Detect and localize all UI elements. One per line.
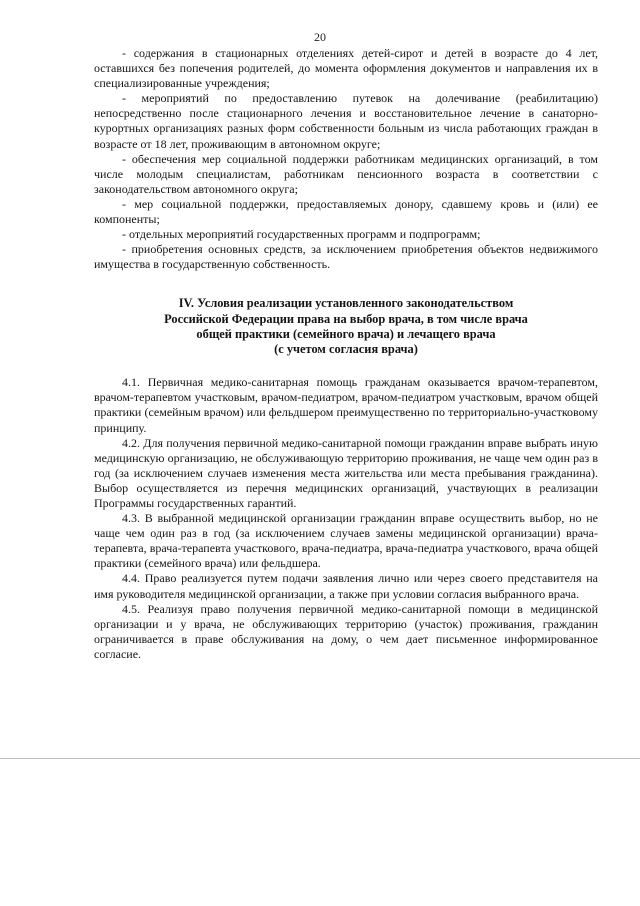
paragraph: 4.4. Право реализуется путем подачи заявления лично или через своего представителя на имя руководителя медицинской организации, а также при условии согласия выбранного врача. xyxy=(94,571,598,601)
heading-line: IV. Условия реализации установленного законодательством xyxy=(178,296,514,311)
list-item: - мер социальной поддержки, предоставляемых донору, сдавшему кровь и (или) ее компоненты; xyxy=(94,196,598,227)
list-item: - обеспечения мер социальной поддержки работникам медицинских организаций, в том числе молодым специалистам, работникам пенсионного возраста в соответствии с законодательством автономного округа; xyxy=(94,151,598,196)
paragraph: 4.2. Для получения первичной медико-санитарной помощи гражданин вправе выбрать иную медицинскую организацию, не обслуживающую территорию проживания, не чаще чем один раз в год (за исключением случаев изменения места жительства или места пребывания гражданина). Выбор осуществляется из перечня медицинских организаций, участвующих в реализации Программы государственных гарантий. xyxy=(94,435,598,510)
document-body xyxy=(94,46,598,662)
heading-line: (с учетом согласия врача) xyxy=(274,342,418,357)
section-heading xyxy=(94,296,598,357)
expense-list xyxy=(94,46,598,272)
list-item: - отдельных мероприятий государственных программ и подпрограмм; xyxy=(122,227,481,242)
blank-area xyxy=(0,758,640,906)
section-body xyxy=(94,375,598,662)
page-number: 20 xyxy=(314,30,326,44)
heading-line: Российской Федерации права на выбор врача, в том числе врача xyxy=(164,311,528,326)
list-item: - мероприятий по предоставлению путевок на долечивание (реабилитацию) непосредственно после стационарного лечения и восстановительное лечение в санаторно-курортных организациях разных форм собственности больным из числа работающих граждан в возрасте от 18 лет, проживающим в автономном округе; xyxy=(94,91,598,151)
heading-line: общей практики (семейного врача) и лечащего врача xyxy=(196,326,496,341)
list-item: - содержания в стационарных отделениях детей-сирот и детей в возрасте до 4 лет, оставшихся без попечения родителей, до момента оформления документов и направления их в специализированные учреждения; xyxy=(94,46,598,91)
paragraph: 4.3. В выбранной медицинской организации гражданин вправе осуществить выбор, но не чаще чем один раз в год (за исключением случаев замены медицинской организации) врача-терапевта, врача-терапевта участкового, врача-педиатра, врача-педиатра участкового, врача общей практики (семейного врача) или фельдшера. xyxy=(94,511,598,571)
paragraph: 4.1. Первичная медико-санитарная помощь гражданам оказывается врачом-терапевтом, врачом-терапевтом участковым, врачом-педиатром, врачом-педиатром участковым, врачом общей практики (семейным врачом) или фельдшером преимущественно по территориально-участковому принципу. xyxy=(94,375,598,435)
list-item: - приобретения основных средств, за исключением приобретения объектов недвижимого имущества в государственную собственность. xyxy=(94,242,598,272)
paragraph: 4.5. Реализуя право получения первичной медико-санитарной помощи в медицинской организации и у врача, не обслуживающих территорию (участок) проживания, гражданин ограничивается в праве обслуживания на дому, о чем дает письменное информированное согласие. xyxy=(94,601,598,661)
